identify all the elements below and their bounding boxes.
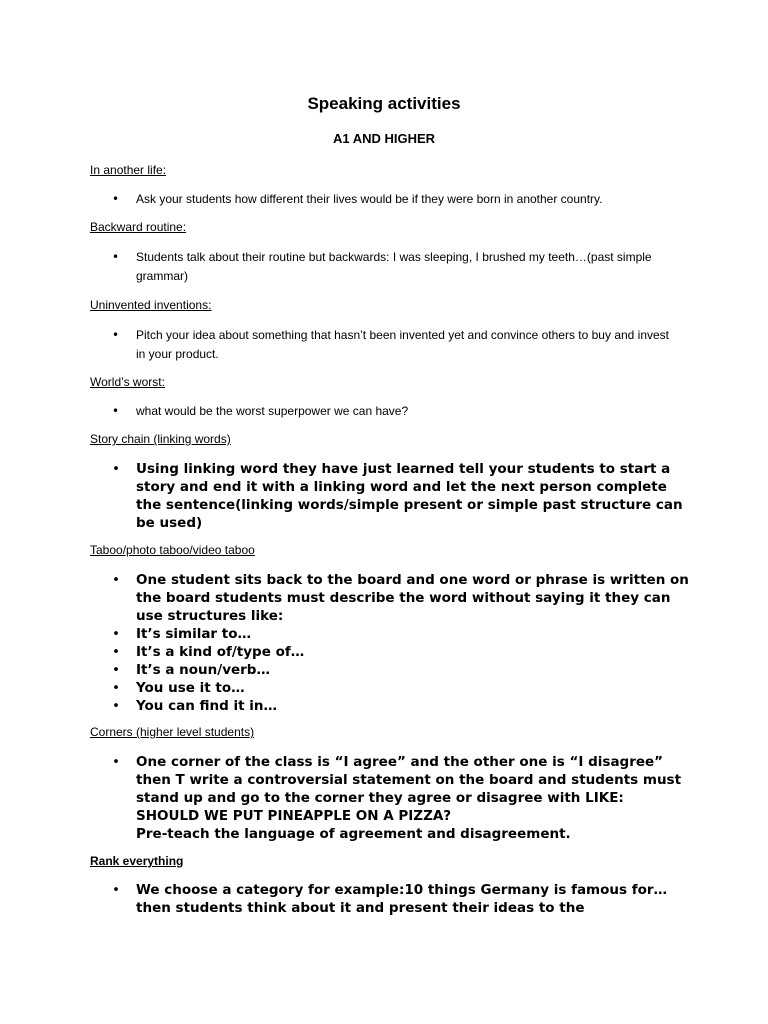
bullet-list bbox=[90, 402, 680, 421]
list-item: • We choose a category for example:10 things Germany is famous for… then students think about it and present their ideas to the bbox=[90, 881, 690, 917]
list-item: • Using linking word they have just learned tell your students to start a story and end it with a linking word and let the next person complete the sentence(linking words/simple present or simple past structure can be used) bbox=[90, 460, 690, 532]
section-heading: Rank everything bbox=[90, 854, 184, 868]
bullet-list bbox=[90, 460, 690, 532]
bullet-list bbox=[90, 326, 680, 364]
list-item-text: One corner of the class is “I agree” and the other one is “I disagree” then T write a controversial statement on the board and students must stand up and go to the corner they agree or disagree with LIKE: SHOULD WE PUT PINEAPPLE ON A PIZZA? bbox=[136, 754, 682, 824]
section-heading: Taboo/photo taboo/video taboo bbox=[90, 543, 255, 557]
section-heading: World’s worst: bbox=[90, 375, 165, 389]
list-item: • It’s similar to… bbox=[90, 625, 690, 643]
bullet-list bbox=[90, 753, 690, 843]
section-heading: Uninvented inventions: bbox=[90, 298, 212, 312]
list-item-continuation: Pre-teach the language of agreement and disagreement. bbox=[136, 826, 571, 842]
section-heading: Backward routine: bbox=[90, 220, 187, 234]
section-heading: In another life: bbox=[90, 163, 167, 177]
page-title: Speaking activities bbox=[307, 94, 461, 113]
section-heading: Story chain (linking words) bbox=[90, 432, 231, 446]
list-item: • what would be the worst superpower we can have? bbox=[90, 402, 680, 421]
bullet-list bbox=[90, 881, 690, 917]
section-heading: Corners (higher level students) bbox=[90, 725, 255, 739]
page-subtitle: A1 AND HIGHER bbox=[332, 131, 436, 146]
list-item: • You can find it in… bbox=[90, 697, 690, 715]
bullet-list bbox=[90, 190, 680, 209]
list-item: • One student sits back to the board and one word or phrase is written on the board students must describe the word without saying it they can use structures like: bbox=[90, 571, 690, 625]
list-item: • It’s a noun/verb… bbox=[90, 661, 690, 679]
list-item: • Pitch your idea about something that hasn’t been invented yet and convince others to buy and invest in your product. bbox=[90, 326, 680, 364]
list-item bbox=[90, 753, 690, 843]
bullet-list bbox=[90, 248, 680, 286]
bullet-list bbox=[90, 571, 690, 715]
list-item: • You use it to… bbox=[90, 679, 690, 697]
list-item: • Ask your students how different their lives would be if they were born in another country. bbox=[90, 190, 680, 209]
list-item: • It’s a kind of/type of… bbox=[90, 643, 690, 661]
list-item: • Students talk about their routine but backwards: I was sleeping, I brushed my teeth…(past simple grammar) bbox=[90, 248, 680, 286]
